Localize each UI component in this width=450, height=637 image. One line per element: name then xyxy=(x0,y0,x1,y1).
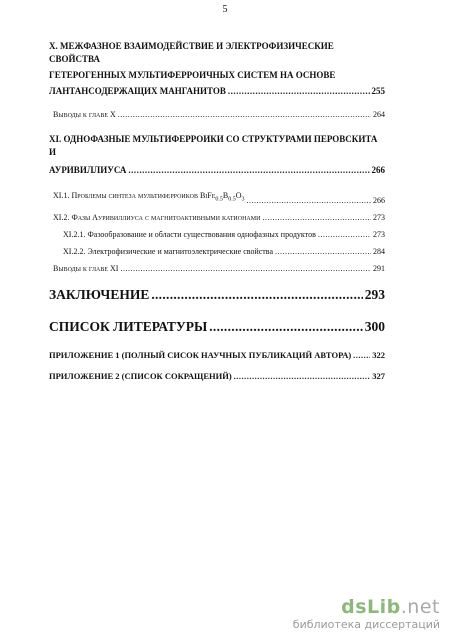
toc-page-number: 264 xyxy=(373,110,385,119)
dslib-logo: dsLib.net xyxy=(341,596,440,618)
toc-entry-section-11-1[interactable] xyxy=(49,189,385,207)
toc-entry-label: XI.2.2. Электрофизические и магнитоэлектрические свойства xyxy=(63,246,274,256)
page-number: 5 xyxy=(222,4,228,15)
toc-leader-dots xyxy=(118,108,371,121)
toc-entry-ch10-conclusions[interactable] xyxy=(49,108,385,121)
toc-page-number: 266 xyxy=(373,195,385,205)
watermark-tagline: библиотека диссертаций xyxy=(292,618,440,631)
toc-entry-section-11-2-1[interactable] xyxy=(49,228,385,241)
toc-leader-dots xyxy=(128,164,369,177)
toc-page-number: 327 xyxy=(372,370,385,381)
toc-page-number: 266 xyxy=(371,165,385,175)
toc-page-number: 300 xyxy=(364,318,385,334)
toc-entry-label: СПИСОК ЛИТЕРАТУРЫ xyxy=(49,318,208,334)
toc-entry-references[interactable] xyxy=(49,319,385,335)
toc-chapter-10-line-1: X. МЕЖФАЗНОЕ ВЗАИМОДЕЙСТВИЕ И ЭЛЕКТРОФИЗИЧЕСКИЕ СВОЙСТВА xyxy=(49,41,334,64)
dslib-watermark[interactable] xyxy=(293,596,440,631)
toc-leader-dots xyxy=(228,85,370,98)
toc-leader-dots xyxy=(120,262,371,275)
toc-entry-section-11-2-2[interactable] xyxy=(49,245,385,258)
toc-page-number: 273 xyxy=(373,229,385,239)
toc-entry-conclusion[interactable] xyxy=(49,287,385,303)
toc-leader-dots xyxy=(234,370,371,383)
table-of-contents xyxy=(49,40,385,383)
toc-page-number: 293 xyxy=(364,286,385,302)
toc-chapter-11-line-2: АУРИВИЛЛИУСА xyxy=(49,165,127,175)
toc-page-number: 322 xyxy=(372,349,385,360)
toc-entry-label: XI.1. Проблемы синтеза мультиферроиков $BiFe_{0.5}B_{0.5}O_3$ xyxy=(53,191,245,203)
toc-entry-label: ПРИЛОЖЕНИЕ 1 (ПОЛНЫЙ СИСОК НАУЧНЫХ ПУБЛИКАЦИЙ АВТОРА) xyxy=(49,349,352,360)
toc-page-number: 255 xyxy=(371,86,385,96)
toc-leader-dots xyxy=(262,211,371,224)
toc-entry-label: Выводы к главе XI xyxy=(53,263,119,273)
toc-leader-dots xyxy=(275,245,371,258)
toc-leader-dots xyxy=(353,349,370,362)
toc-entry-label: XI.2.1. Фазообразование и области существования однофазных продуктов xyxy=(63,229,316,239)
toc-entry-label: ПРИЛОЖЕНИЕ 2 (СПИСОК СОКРАЩЕНИЙ) xyxy=(49,370,232,381)
toc-leader-dots xyxy=(151,287,362,303)
toc-leader-dots xyxy=(209,319,363,335)
toc-entry-label: XI.2. Фазы Ауривиллиуса с магнитоактивными катионами xyxy=(53,212,261,222)
toc-entry-ch11-conclusions[interactable] xyxy=(49,262,385,275)
toc-entry-appendix-2[interactable] xyxy=(49,370,385,383)
toc-chapter-11-line-1: XI. ОДНОФАЗНЫЕ МУЛЬТИФЕРРОИКИ СО СТРУКТУРАМИ ПЕРОВСКИТА И xyxy=(49,134,378,157)
toc-leader-dots xyxy=(318,228,371,241)
toc-chapter-10-line-2: ГЕТЕРОГЕННЫХ МУЛЬТИФЕРРОИЧНЫХ СИСТЕМ НА ОСНОВЕ xyxy=(49,70,336,80)
toc-page-number: 273 xyxy=(373,212,385,222)
toc-entry-chapter-11[interactable] xyxy=(49,133,385,177)
toc-chapter-10-line-3: ЛАНТАНСОДЕРЖАЩИХ МАНГАНИТОВ xyxy=(49,86,226,96)
toc-entry-label: ЗАКЛЮЧЕНИЕ xyxy=(49,286,150,302)
toc-entry-label: Выводы к главе X xyxy=(53,110,116,119)
toc-page-number: 291 xyxy=(373,263,385,273)
toc-page-number: 284 xyxy=(373,246,385,256)
toc-leader-dots xyxy=(247,194,371,207)
toc-entry-section-11-2[interactable] xyxy=(49,211,385,224)
toc-entry-appendix-1[interactable] xyxy=(49,349,385,362)
toc-entry-chapter-10[interactable] xyxy=(49,40,385,98)
